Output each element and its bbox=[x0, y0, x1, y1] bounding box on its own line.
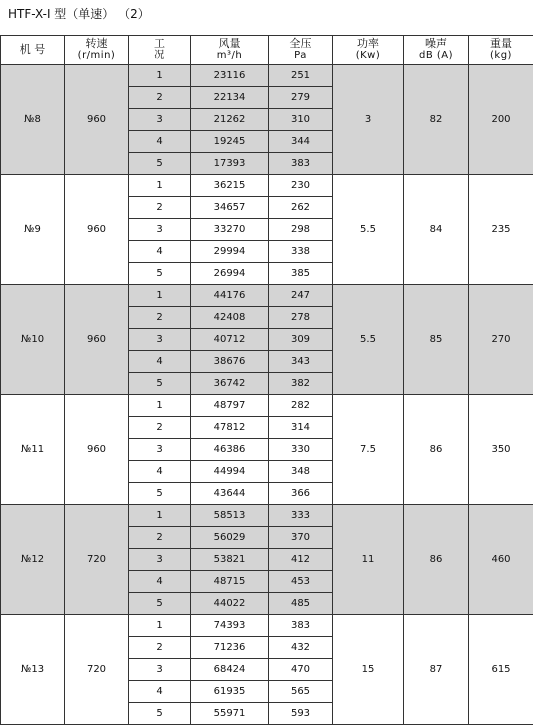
airflow-cell: 48715 bbox=[191, 571, 269, 593]
condition-cell: 5 bbox=[129, 373, 191, 395]
condition-cell: 2 bbox=[129, 197, 191, 219]
pressure-cell: 344 bbox=[269, 131, 333, 153]
airflow-cell: 46386 bbox=[191, 439, 269, 461]
pressure-cell: 298 bbox=[269, 219, 333, 241]
condition-cell: 2 bbox=[129, 417, 191, 439]
pressure-cell: 309 bbox=[269, 329, 333, 351]
pressure-cell: 385 bbox=[269, 263, 333, 285]
pressure-cell: 333 bbox=[269, 505, 333, 527]
airflow-cell: 19245 bbox=[191, 131, 269, 153]
airflow-cell: 23116 bbox=[191, 65, 269, 87]
header-power: 功率 (Kw) bbox=[333, 36, 404, 65]
airflow-cell: 44022 bbox=[191, 593, 269, 615]
pressure-cell: 382 bbox=[269, 373, 333, 395]
table-row bbox=[1, 285, 533, 307]
pressure-cell: 310 bbox=[269, 109, 333, 131]
condition-cell: 2 bbox=[129, 637, 191, 659]
power-cell: 15 bbox=[333, 615, 404, 725]
airflow-cell: 42408 bbox=[191, 307, 269, 329]
pressure-cell: 262 bbox=[269, 197, 333, 219]
airflow-cell: 38676 bbox=[191, 351, 269, 373]
airflow-cell: 22134 bbox=[191, 87, 269, 109]
header-condition: 工 况 bbox=[129, 36, 191, 65]
airflow-cell: 58513 bbox=[191, 505, 269, 527]
speed-cell: 960 bbox=[65, 285, 129, 395]
pressure-cell: 383 bbox=[269, 153, 333, 175]
model-cell: №12 bbox=[1, 505, 65, 615]
condition-cell: 1 bbox=[129, 285, 191, 307]
condition-cell: 4 bbox=[129, 131, 191, 153]
condition-cell: 3 bbox=[129, 549, 191, 571]
weight-cell: 270 bbox=[469, 285, 533, 395]
weight-cell: 460 bbox=[469, 505, 533, 615]
condition-cell: 4 bbox=[129, 571, 191, 593]
speed-cell: 720 bbox=[65, 615, 129, 725]
airflow-cell: 21262 bbox=[191, 109, 269, 131]
airflow-cell: 48797 bbox=[191, 395, 269, 417]
model-cell: №11 bbox=[1, 395, 65, 505]
airflow-cell: 44176 bbox=[191, 285, 269, 307]
speed-cell: 960 bbox=[65, 395, 129, 505]
airflow-cell: 55971 bbox=[191, 703, 269, 725]
model-cell: №9 bbox=[1, 175, 65, 285]
pressure-cell: 330 bbox=[269, 439, 333, 461]
header-pressure: 全压 Pa bbox=[269, 36, 333, 65]
airflow-cell: 29994 bbox=[191, 241, 269, 263]
airflow-cell: 56029 bbox=[191, 527, 269, 549]
weight-cell: 235 bbox=[469, 175, 533, 285]
condition-cell: 4 bbox=[129, 351, 191, 373]
table-row bbox=[1, 65, 533, 87]
airflow-cell: 74393 bbox=[191, 615, 269, 637]
weight-cell: 350 bbox=[469, 395, 533, 505]
header-airflow: 风量 m³/h bbox=[191, 36, 269, 65]
airflow-cell: 43644 bbox=[191, 483, 269, 505]
power-cell: 5.5 bbox=[333, 285, 404, 395]
pressure-cell: 565 bbox=[269, 681, 333, 703]
noise-cell: 82 bbox=[404, 65, 469, 175]
condition-cell: 3 bbox=[129, 659, 191, 681]
airflow-cell: 36215 bbox=[191, 175, 269, 197]
airflow-cell: 71236 bbox=[191, 637, 269, 659]
condition-cell: 1 bbox=[129, 175, 191, 197]
airflow-cell: 53821 bbox=[191, 549, 269, 571]
pressure-cell: 412 bbox=[269, 549, 333, 571]
airflow-cell: 47812 bbox=[191, 417, 269, 439]
airflow-cell: 61935 bbox=[191, 681, 269, 703]
condition-cell: 5 bbox=[129, 263, 191, 285]
pressure-cell: 230 bbox=[269, 175, 333, 197]
header-row bbox=[1, 36, 533, 65]
condition-cell: 1 bbox=[129, 395, 191, 417]
noise-cell: 84 bbox=[404, 175, 469, 285]
condition-cell: 2 bbox=[129, 307, 191, 329]
pressure-cell: 247 bbox=[269, 285, 333, 307]
header-weight: 重量 (kg) bbox=[469, 36, 533, 65]
pressure-cell: 470 bbox=[269, 659, 333, 681]
airflow-cell: 68424 bbox=[191, 659, 269, 681]
pressure-cell: 348 bbox=[269, 461, 333, 483]
airflow-cell: 33270 bbox=[191, 219, 269, 241]
airflow-cell: 44994 bbox=[191, 461, 269, 483]
table-row bbox=[1, 505, 533, 527]
header-speed: 转速 (r/min) bbox=[65, 36, 129, 65]
header-model: 机 号 bbox=[1, 36, 65, 65]
noise-cell: 86 bbox=[404, 395, 469, 505]
condition-cell: 1 bbox=[129, 505, 191, 527]
pressure-cell: 338 bbox=[269, 241, 333, 263]
condition-cell: 4 bbox=[129, 681, 191, 703]
condition-cell: 5 bbox=[129, 483, 191, 505]
pressure-cell: 282 bbox=[269, 395, 333, 417]
pressure-cell: 453 bbox=[269, 571, 333, 593]
condition-cell: 1 bbox=[129, 65, 191, 87]
airflow-cell: 40712 bbox=[191, 329, 269, 351]
weight-cell: 615 bbox=[469, 615, 533, 725]
noise-cell: 86 bbox=[404, 505, 469, 615]
condition-cell: 4 bbox=[129, 461, 191, 483]
table-row bbox=[1, 175, 533, 197]
pressure-cell: 485 bbox=[269, 593, 333, 615]
header-noise: 噪声 dB (A) bbox=[404, 36, 469, 65]
noise-cell: 87 bbox=[404, 615, 469, 725]
pressure-cell: 343 bbox=[269, 351, 333, 373]
condition-cell: 3 bbox=[129, 439, 191, 461]
power-cell: 5.5 bbox=[333, 175, 404, 285]
airflow-cell: 36742 bbox=[191, 373, 269, 395]
power-cell: 3 bbox=[333, 65, 404, 175]
pressure-cell: 251 bbox=[269, 65, 333, 87]
condition-cell: 5 bbox=[129, 593, 191, 615]
pressure-cell: 366 bbox=[269, 483, 333, 505]
power-cell: 7.5 bbox=[333, 395, 404, 505]
weight-cell: 200 bbox=[469, 65, 533, 175]
pressure-cell: 314 bbox=[269, 417, 333, 439]
document-title: HTF-X-I 型（单速） （2） bbox=[8, 4, 150, 24]
condition-cell: 2 bbox=[129, 527, 191, 549]
speed-cell: 960 bbox=[65, 175, 129, 285]
airflow-cell: 17393 bbox=[191, 153, 269, 175]
condition-cell: 1 bbox=[129, 615, 191, 637]
table-row bbox=[1, 395, 533, 417]
speed-cell: 720 bbox=[65, 505, 129, 615]
condition-cell: 2 bbox=[129, 87, 191, 109]
pressure-cell: 383 bbox=[269, 615, 333, 637]
pressure-cell: 432 bbox=[269, 637, 333, 659]
condition-cell: 3 bbox=[129, 329, 191, 351]
model-cell: №13 bbox=[1, 615, 65, 725]
model-cell: №8 bbox=[1, 65, 65, 175]
speed-cell: 960 bbox=[65, 65, 129, 175]
power-cell: 11 bbox=[333, 505, 404, 615]
condition-cell: 5 bbox=[129, 703, 191, 725]
model-cell: №10 bbox=[1, 285, 65, 395]
pressure-cell: 278 bbox=[269, 307, 333, 329]
condition-cell: 5 bbox=[129, 153, 191, 175]
spec-table-body bbox=[1, 65, 533, 725]
fan-spec-table bbox=[0, 35, 533, 725]
airflow-cell: 26994 bbox=[191, 263, 269, 285]
pressure-cell: 370 bbox=[269, 527, 333, 549]
condition-cell: 3 bbox=[129, 219, 191, 241]
pressure-cell: 279 bbox=[269, 87, 333, 109]
noise-cell: 85 bbox=[404, 285, 469, 395]
pressure-cell: 593 bbox=[269, 703, 333, 725]
condition-cell: 3 bbox=[129, 109, 191, 131]
condition-cell: 4 bbox=[129, 241, 191, 263]
table-row bbox=[1, 615, 533, 637]
airflow-cell: 34657 bbox=[191, 197, 269, 219]
